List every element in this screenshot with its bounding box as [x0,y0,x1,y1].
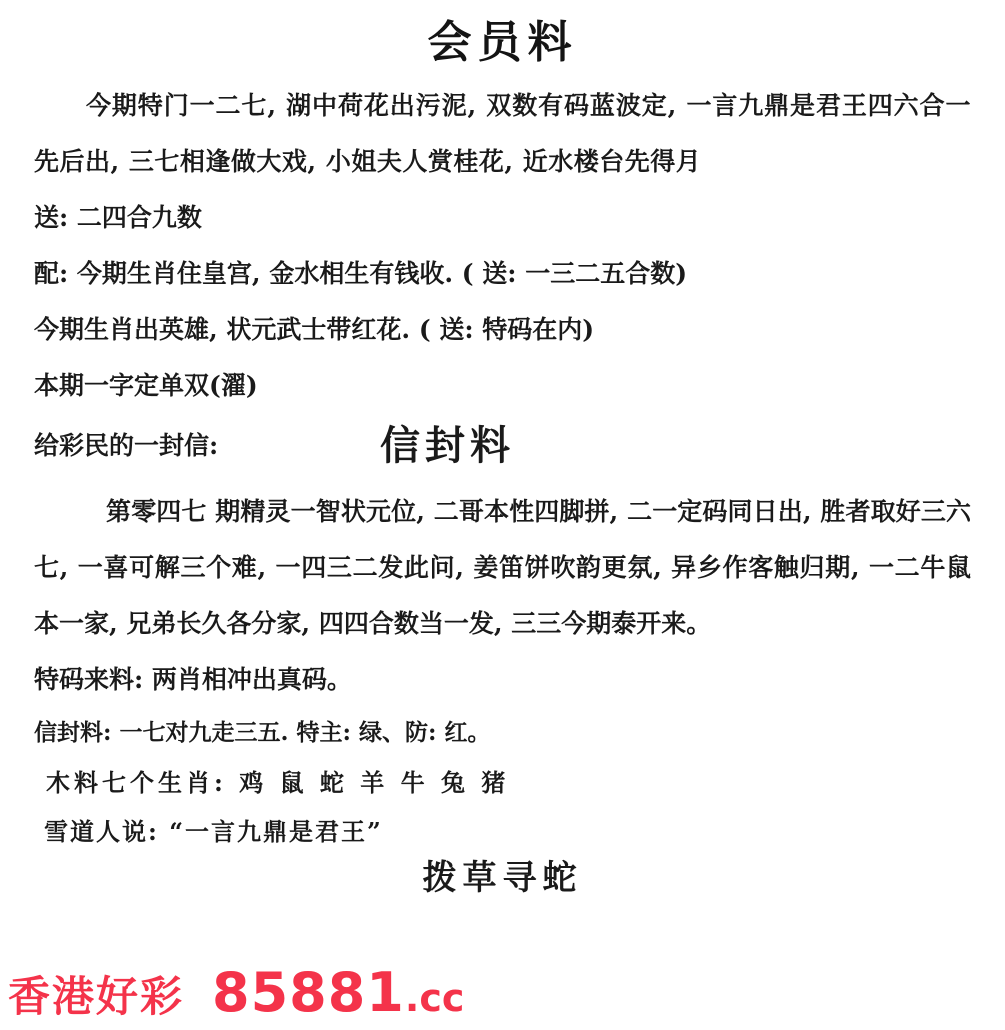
letter-label: 给彩民的一封信: [34,431,219,460]
watermark-brand: 香港好彩 [8,972,185,1021]
page-title: 会员料 [427,17,578,68]
watermark-number: 85881 [212,961,405,1024]
paragraph-main: 今期特门一二七, 湖中荷花出污泥, 双数有码蓝波定, 一言九鼎是君王四六合一先后出, 三七相逢做大戏, 小姐夫人赏桂花, 近水楼台先得月 [34,91,971,176]
paragraph-pair: 配: 今期生肖住皇宫, 金水相生有钱收. ( 送: 一三二五合数) [34,259,688,288]
letter-header [0,414,1005,484]
bottom-phrase: 拨草寻蛇 [422,858,583,898]
document-page [0,6,1005,1030]
section-title-envelope: 信封料 [380,422,515,469]
watermark [0,961,1005,1024]
letter-body-text: 精灵一智状元位, 二哥本性四脚拼, 二一定码同日出, 胜者取好三六七, 一喜可解三个难, 一四三二发此问, 姜笛饼吹韵更氛, 异乡作客触归期, 一二牛鼠本一家, 兄弟长久各分家, 四四合数当一发, 三三今期泰开来。 [34,497,971,638]
quote-line: 雪道人说: “一言九鼎是君王” [44,817,383,846]
paragraph-hero: 今期生肖出英雄, 状元武士带红花. ( 送: 特码在内) [34,315,595,344]
issue-label: 第零四七 期 [106,497,241,526]
zodiac-line: 木料七个生肖: 鸡 鼠 蛇 羊 牛 兔 猪 [46,768,510,797]
envelope-info-line: 信封料: 一七对九走三五. 特主: 绿、防: 红。 [34,719,491,746]
letter-body [0,484,1005,652]
paragraph-oddeven: 本期一字定单双(濯) [34,371,258,400]
paragraph-send: 送: 二四合九数 [34,203,202,232]
watermark-suffix: .cc [404,976,465,1020]
special-code-line: 特码来料: 两肖相冲出真码。 [34,665,352,694]
